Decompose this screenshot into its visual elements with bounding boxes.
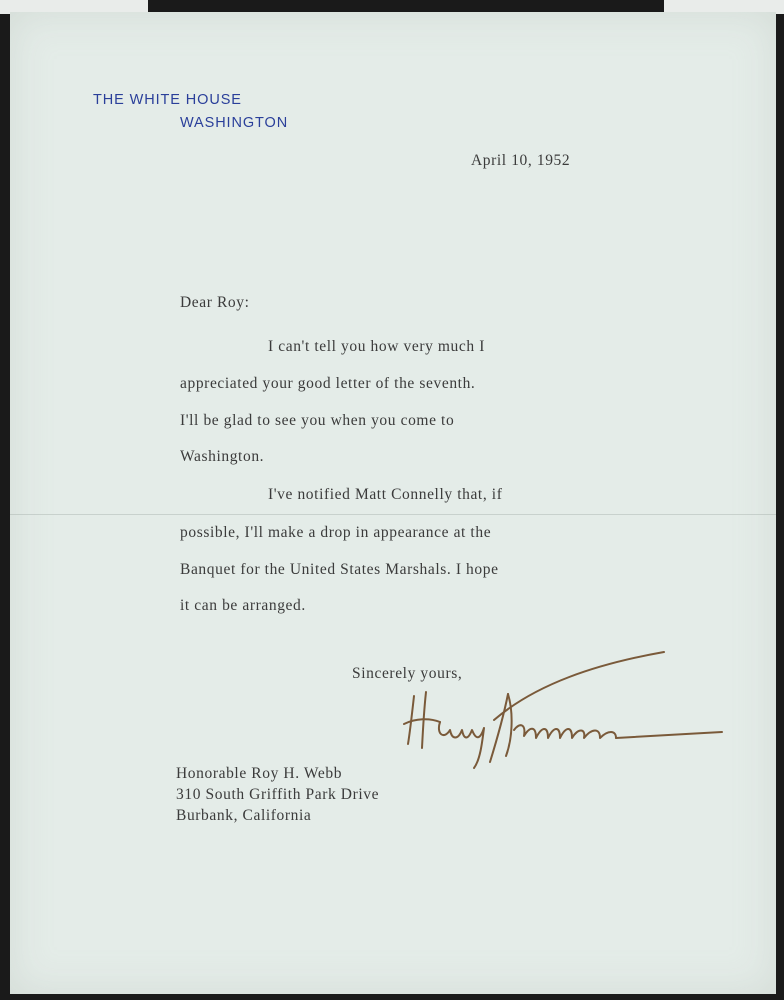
fold-crease xyxy=(10,514,776,515)
body-line: Washington. xyxy=(180,448,265,465)
salutation: Dear Roy: xyxy=(180,294,250,311)
body-line: I can't tell you how very much I xyxy=(268,338,485,355)
body-line: I've notified Matt Connelly that, if xyxy=(268,486,503,503)
letterhead-line-1: THE WHITE HOUSE xyxy=(93,92,242,108)
body-line: Banquet for the United States Marshals. I hope xyxy=(180,561,499,578)
body-line: I'll be glad to see you when you come to xyxy=(180,412,455,429)
letter-sheet xyxy=(10,12,776,994)
signature xyxy=(396,644,726,774)
address-line: 310 South Griffith Park Drive xyxy=(176,786,380,803)
body-line: appreciated your good letter of the seventh. xyxy=(180,375,476,392)
address-line: Honorable Roy H. Webb xyxy=(176,765,343,782)
body-line: it can be arranged. xyxy=(180,597,306,614)
address-line: Burbank, California xyxy=(176,807,312,824)
letter-date: April 10, 1952 xyxy=(471,152,571,169)
letterhead-line-2: WASHINGTON xyxy=(180,115,289,131)
closing: Sincerely yours, xyxy=(352,665,463,682)
body-line: possible, I'll make a drop in appearance at the xyxy=(180,524,492,541)
